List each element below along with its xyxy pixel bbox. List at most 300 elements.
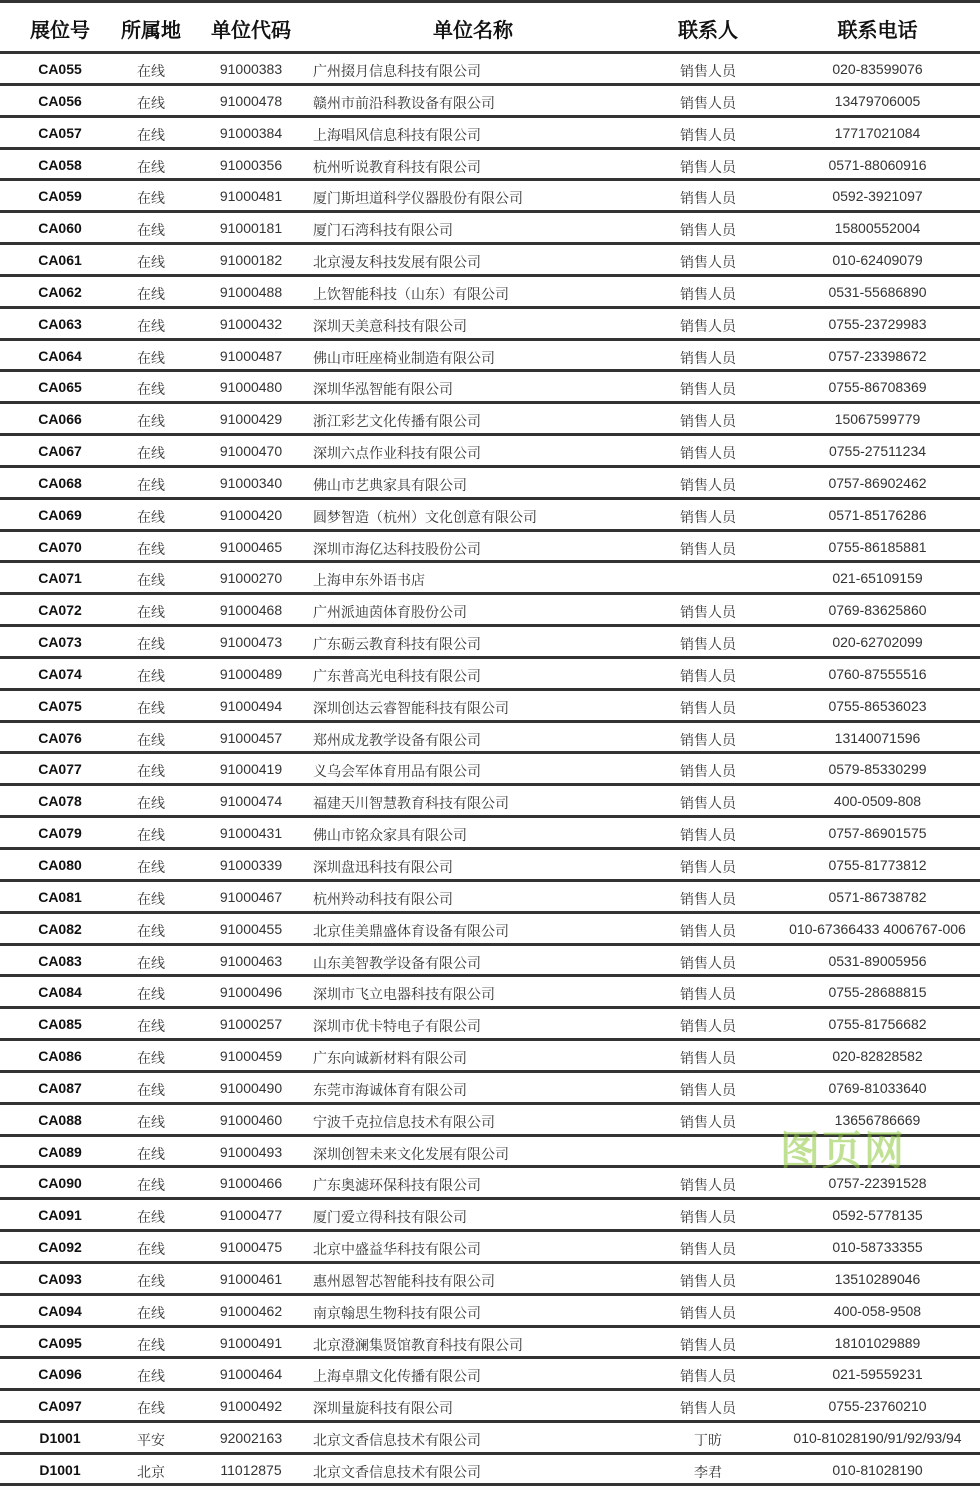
location-cell: 在线 (137, 94, 165, 111)
table-row (0, 1199, 980, 1231)
phone-cell: 0531-89005956 (828, 952, 927, 969)
table-row (0, 212, 980, 244)
table-row (0, 849, 980, 881)
company-cell: 北京佳美鼎盛体育设备有限公司 (313, 922, 509, 939)
code-cell: 91000465 (219, 538, 283, 555)
contact-cell: 销售人员 (680, 1336, 736, 1353)
location-cell: 在线 (137, 1241, 165, 1258)
location-cell: 在线 (137, 636, 165, 653)
table-row (0, 1231, 980, 1263)
contact-cell: 销售人员 (680, 1018, 736, 1035)
location-cell: 在线 (137, 731, 165, 748)
company-cell: 上海唱风信息科技有限公司 (313, 126, 481, 143)
code-cell: 91000462 (219, 1302, 283, 1319)
code-cell: 91000492 (219, 1398, 283, 1415)
booth-cell: CA064 (38, 347, 82, 364)
company-cell: 深圳创达云睿智能科技有限公司 (313, 699, 509, 716)
code-cell: 91000474 (219, 793, 283, 810)
location-cell: 在线 (137, 1336, 165, 1353)
company-cell: 赣州市前沿科教设备有限公司 (313, 94, 495, 111)
company-cell: 上海申东外语书店 (313, 572, 425, 589)
contact-cell: 销售人员 (680, 859, 736, 875)
contact-cell: 丁昉 (694, 1432, 722, 1449)
location-cell: 在线 (137, 508, 165, 525)
code-cell: 91000466 (219, 1175, 283, 1192)
company-cell: 广东向诚新材料有限公司 (313, 1050, 467, 1067)
booth-cell: CA087 (38, 1079, 82, 1096)
phone-cell: 0757-86902462 (828, 474, 927, 491)
company-cell: 北京漫友科技发展有限公司 (313, 254, 481, 271)
company-cell: 北京文香信息技术有限公司 (313, 1463, 481, 1480)
contact-cell: 销售人员 (680, 1050, 736, 1067)
location-cell: 在线 (137, 126, 165, 143)
company-cell: 厦门石湾科技有限公司 (313, 222, 453, 239)
contact-cell: 销售人员 (680, 1113, 736, 1130)
code-cell: 91000477 (219, 1207, 283, 1224)
booth-cell: CA055 (38, 61, 82, 77)
code-cell: 91000340 (219, 474, 283, 491)
company-cell: 深圳市海亿达科技股份公司 (313, 540, 481, 557)
company-cell: 广东普高光电科技有限公司 (313, 667, 481, 684)
booth-cell: CA086 (38, 1048, 82, 1065)
phone-cell: 0755-86708369 (828, 379, 927, 396)
table-row (0, 881, 980, 913)
table-row (0, 1295, 980, 1327)
phone-cell: 021-65109159 (832, 570, 923, 587)
booth-cell: CA071 (38, 570, 82, 587)
location-cell: 在线 (137, 763, 165, 780)
table-row (0, 1454, 980, 1486)
table-header (0, 0, 980, 52)
phone-cell: 0757-22391528 (828, 1175, 927, 1192)
phone-cell: 13140071596 (834, 729, 921, 746)
location-cell: 在线 (137, 890, 165, 907)
booth-cell: CA079 (38, 825, 82, 842)
code-cell: 92002163 (219, 1430, 283, 1447)
location-cell: 在线 (137, 1272, 165, 1289)
company-cell: 山东美智教学设备有限公司 (313, 954, 481, 971)
contact-cell: 销售人员 (680, 636, 736, 653)
phone-cell: 0755-81773812 (828, 857, 927, 873)
contact-cell: 销售人员 (680, 922, 736, 939)
table-row (0, 1072, 980, 1104)
contact-cell: 销售人员 (680, 954, 736, 971)
booth-cell: CA065 (38, 379, 82, 396)
phone-cell: 0571-85176286 (828, 506, 927, 523)
table-row (0, 467, 980, 499)
contact-cell: 销售人员 (680, 94, 736, 111)
contact-cell: 销售人员 (680, 1272, 736, 1289)
table-row (0, 180, 980, 212)
company-cell: 深圳六点作业科技有限公司 (313, 445, 481, 462)
code-cell: 91000181 (219, 220, 283, 237)
booth-cell: CA061 (38, 252, 82, 269)
location-cell: 在线 (137, 476, 165, 493)
company-cell: 厦门斯坦道科学仪器股份有限公司 (313, 190, 523, 207)
contact-cell: 李君 (694, 1463, 722, 1480)
phone-cell: 020-83599076 (832, 61, 923, 77)
booth-cell: CA060 (38, 220, 82, 237)
company-cell: 福建天川智慧教育科技有限公司 (313, 795, 509, 812)
booth-cell: CA077 (38, 761, 82, 778)
table-row (0, 945, 980, 977)
company-cell: 浙江彩艺文化传播有限公司 (313, 413, 481, 430)
contact-cell: 销售人员 (680, 1209, 736, 1226)
phone-cell: 0571-88060916 (828, 156, 927, 173)
table-row (0, 308, 980, 340)
table-row (0, 435, 980, 467)
phone-cell: 010-67366433 4006767-006 (789, 920, 966, 937)
phone-cell: 010-58733355 (832, 1239, 923, 1256)
location-cell: 在线 (137, 1368, 165, 1385)
contact-cell: 销售人员 (680, 1304, 736, 1321)
code-cell: 91000463 (219, 952, 283, 969)
booth-cell: CA080 (38, 857, 82, 873)
table-row (0, 1390, 980, 1422)
location-cell: 在线 (137, 285, 165, 302)
company-cell: 厦门爱立得科技有限公司 (313, 1209, 467, 1226)
header-contact: 联系人 (678, 20, 738, 42)
location-cell: 在线 (137, 954, 165, 971)
location-cell: 在线 (137, 190, 165, 207)
phone-cell: 021-59559231 (832, 1366, 923, 1383)
location-cell: 北京 (137, 1463, 165, 1480)
company-cell: 广州派迪茵体育股份公司 (313, 604, 467, 621)
location-cell: 在线 (137, 1113, 165, 1130)
contact-cell: 销售人员 (680, 413, 736, 430)
booth-cell: CA069 (38, 506, 82, 523)
contact-cell: 销售人员 (680, 445, 736, 462)
phone-cell: 0571-86738782 (828, 888, 927, 905)
table-row (0, 1040, 980, 1072)
booth-cell: CA068 (38, 474, 82, 491)
booth-cell: CA058 (38, 156, 82, 173)
company-cell: 北京文香信息技术有限公司 (313, 1432, 481, 1449)
table-row (0, 276, 980, 308)
contact-cell: 销售人员 (680, 763, 736, 780)
booth-cell: CA070 (38, 538, 82, 555)
contact-cell: 销售人员 (680, 317, 736, 334)
location-cell: 在线 (137, 445, 165, 462)
table-row (0, 1358, 980, 1390)
location-cell: 在线 (137, 1018, 165, 1035)
code-cell: 91000419 (219, 761, 283, 778)
code-cell: 91000432 (219, 315, 283, 332)
booth-cell: CA097 (38, 1398, 82, 1415)
location-cell: 在线 (137, 317, 165, 334)
phone-cell: 0769-81033640 (828, 1079, 927, 1096)
code-cell: 91000383 (219, 61, 283, 77)
code-cell: 91000491 (219, 1334, 283, 1351)
contact-cell: 销售人员 (680, 158, 736, 175)
location-cell: 在线 (137, 1304, 165, 1321)
location-cell: 在线 (137, 1209, 165, 1226)
phone-cell: 0592-3921097 (832, 188, 923, 205)
header-phone: 联系电话 (837, 20, 918, 42)
code-cell: 91000257 (219, 1016, 283, 1033)
location-cell: 在线 (137, 1081, 165, 1098)
contact-cell: 销售人员 (680, 604, 736, 621)
table-row (0, 562, 980, 594)
table-row (0, 1422, 980, 1454)
header-code: 单位代码 (211, 20, 291, 42)
location-cell: 在线 (137, 158, 165, 175)
company-cell: 上饮智能科技（山东）有限公司 (313, 285, 509, 302)
company-cell: 佛山市铭众家具有限公司 (313, 827, 467, 844)
table-row (0, 1327, 980, 1359)
booth-cell: CA095 (38, 1334, 82, 1351)
company-cell: 深圳市优卡特电子有限公司 (313, 1018, 481, 1035)
phone-cell: 0769-83625860 (828, 602, 927, 619)
phone-cell: 0755-28688815 (828, 984, 927, 1001)
code-cell: 91000457 (219, 729, 283, 746)
booth-cell: CA090 (38, 1175, 82, 1192)
company-cell: 深圳市飞立电器科技有限公司 (313, 986, 495, 1003)
company-cell: 杭州听说教育科技有限公司 (313, 158, 481, 175)
company-cell: 东莞市海诚体育有限公司 (313, 1081, 467, 1098)
code-cell: 91000475 (219, 1239, 283, 1256)
contact-cell: 销售人员 (680, 349, 736, 366)
table-row (0, 1008, 980, 1040)
phone-cell: 13510289046 (834, 1270, 921, 1287)
company-cell: 广东奥滤环保科技有限公司 (313, 1177, 481, 1194)
location-cell: 在线 (137, 827, 165, 844)
location-cell: 在线 (137, 572, 165, 589)
contact-cell: 销售人员 (680, 126, 736, 143)
company-cell: 北京澄澜集贤馆教育科技有限公司 (313, 1336, 523, 1353)
phone-cell: 020-82828582 (832, 1048, 923, 1065)
company-cell: 广东砺云教育科技有限公司 (313, 636, 481, 653)
code-cell: 91000467 (219, 888, 283, 905)
table-row (0, 85, 980, 117)
code-cell: 91000468 (219, 602, 283, 619)
phone-cell: 0757-86901575 (828, 825, 927, 842)
table-bottom-border (0, 1483, 980, 1486)
booth-cell: CA063 (38, 315, 82, 332)
company-cell: 惠州恩智芯智能科技有限公司 (313, 1272, 495, 1289)
location-cell: 在线 (137, 859, 165, 875)
table-row (0, 1263, 980, 1295)
contact-cell: 销售人员 (680, 795, 736, 812)
booth-cell: CA056 (38, 92, 82, 109)
company-cell: 深圳创智未来文化发展有限公司 (313, 1145, 509, 1162)
company-cell: 佛山市旺座椅业制造有限公司 (313, 349, 495, 366)
phone-cell: 0755-81756682 (828, 1016, 927, 1033)
contact-cell: 销售人员 (680, 508, 736, 525)
phone-cell: 15800552004 (834, 220, 921, 237)
code-cell: 91000270 (219, 570, 283, 587)
booth-cell: CA092 (38, 1239, 82, 1256)
table-row (0, 403, 980, 435)
table-row (0, 499, 980, 531)
code-cell: 91000494 (219, 697, 283, 714)
code-cell: 91000489 (219, 665, 283, 682)
location-cell: 在线 (137, 795, 165, 812)
code-cell: 91000420 (219, 506, 283, 523)
phone-cell: 0755-27511234 (828, 443, 927, 460)
company-cell: 上海卓鼎文化传播有限公司 (313, 1368, 481, 1385)
table-row (0, 149, 980, 181)
table-row (0, 690, 980, 722)
phone-cell: 18101029889 (834, 1334, 921, 1351)
booth-cell: D1001 (39, 1461, 81, 1478)
table-row (0, 594, 980, 626)
booth-cell: CA081 (38, 888, 82, 905)
code-cell: 11012875 (220, 1461, 282, 1478)
phone-cell: 0531-55686890 (828, 283, 927, 300)
contact-cell: 销售人员 (680, 285, 736, 302)
table-row (0, 53, 980, 85)
contact-cell: 销售人员 (680, 731, 736, 748)
phone-cell: 400-058-9508 (833, 1302, 922, 1319)
location-cell: 在线 (137, 413, 165, 430)
booth-cell: CA076 (38, 729, 82, 746)
booth-cell: CA059 (38, 188, 82, 205)
phone-cell: 17717021084 (834, 124, 921, 141)
table-row (0, 244, 980, 276)
table-row (0, 626, 980, 658)
booth-cell: CA072 (38, 602, 82, 619)
booth-cell: CA073 (38, 634, 82, 651)
location-cell: 在线 (137, 699, 165, 716)
code-cell: 91000339 (219, 857, 283, 873)
phone-cell: 400-0509-808 (833, 793, 922, 810)
location-cell: 在线 (137, 254, 165, 271)
contact-cell: 销售人员 (680, 1081, 736, 1098)
booth-cell: D1001 (39, 1430, 81, 1447)
code-cell: 91000481 (219, 188, 283, 205)
booth-cell: CA062 (38, 283, 82, 300)
contact-cell: 销售人员 (680, 667, 736, 684)
contact-cell: 销售人员 (680, 1400, 736, 1417)
company-cell: 北京中盛益华科技有限公司 (313, 1241, 481, 1258)
company-cell: 郑州成龙教学设备有限公司 (313, 731, 481, 748)
phone-cell: 0592-5778135 (832, 1207, 923, 1224)
phone-cell: 13479706005 (834, 92, 921, 109)
code-cell: 91000460 (219, 1111, 283, 1128)
contact-cell: 销售人员 (680, 540, 736, 557)
phone-cell: 0755-23729983 (828, 315, 927, 332)
company-cell: 深圳盘迅科技有限公司 (313, 859, 453, 875)
table-row (0, 531, 980, 563)
contact-cell: 销售人员 (680, 476, 736, 493)
table-row (0, 658, 980, 690)
contact-cell: 销售人员 (680, 63, 736, 79)
booth-cell: CA084 (38, 984, 82, 1001)
location-cell: 在线 (137, 63, 165, 79)
company-cell: 杭州羚动科技有限公司 (313, 890, 453, 907)
phone-cell: 0755-86536023 (828, 697, 927, 714)
booth-cell: CA093 (38, 1270, 82, 1287)
table-row (0, 976, 980, 1008)
phone-cell: 15067599779 (834, 411, 921, 428)
phone-cell: 020-62702099 (832, 634, 923, 651)
table-row (0, 817, 980, 849)
booth-cell: CA091 (38, 1207, 82, 1224)
header-company: 单位名称 (433, 20, 513, 42)
phone-cell: 010-81028190 (832, 1461, 923, 1478)
booth-cell: CA074 (38, 665, 82, 682)
booth-cell: CA085 (38, 1016, 82, 1033)
location-cell: 在线 (137, 986, 165, 1003)
code-cell: 91000182 (219, 252, 283, 269)
location-cell: 在线 (137, 381, 165, 398)
contact-cell: 销售人员 (680, 1368, 736, 1385)
booth-cell: CA078 (38, 793, 82, 810)
code-cell: 91000384 (219, 124, 283, 141)
company-cell: 深圳天美意科技有限公司 (313, 317, 467, 334)
header-location: 所属地 (121, 20, 181, 42)
booth-cell: CA057 (38, 124, 82, 141)
location-cell: 在线 (137, 222, 165, 239)
contact-cell: 销售人员 (680, 1177, 736, 1194)
location-cell: 在线 (137, 1050, 165, 1067)
contact-cell: 销售人员 (680, 254, 736, 271)
location-cell: 在线 (137, 1177, 165, 1194)
location-cell: 在线 (137, 922, 165, 939)
booth-cell: CA075 (38, 697, 82, 714)
company-cell: 深圳量旋科技有限公司 (313, 1400, 453, 1417)
location-cell: 在线 (137, 604, 165, 621)
header-booth: 展位号 (30, 20, 90, 42)
booth-cell: CA088 (38, 1111, 82, 1128)
company-cell: 义乌会军体育用品有限公司 (313, 763, 481, 780)
contact-cell: 销售人员 (680, 699, 736, 716)
code-cell: 91000487 (219, 347, 283, 364)
location-cell: 在线 (137, 667, 165, 684)
phone-cell: 010-81028190/91/92/93/94 (793, 1430, 962, 1447)
booth-cell: CA089 (38, 1143, 82, 1160)
table-row (0, 913, 980, 945)
booth-cell: CA067 (38, 443, 82, 460)
table-row (0, 117, 980, 149)
code-cell: 91000356 (219, 156, 283, 173)
code-cell: 91000431 (219, 825, 283, 842)
code-cell: 91000459 (219, 1048, 283, 1065)
booth-cell: CA096 (38, 1366, 82, 1383)
code-cell: 91000490 (219, 1079, 283, 1096)
phone-cell: 0760-87555516 (828, 665, 927, 682)
company-cell: 宁波千克拉信息技术有限公司 (313, 1113, 495, 1130)
booth-cell: CA066 (38, 411, 82, 428)
company-cell: 佛山市艺典家具有限公司 (313, 476, 467, 493)
phone-cell: 0579-85330299 (828, 761, 927, 778)
booth-cell: CA094 (38, 1302, 82, 1319)
table-row (0, 340, 980, 372)
location-cell: 在线 (137, 1145, 165, 1162)
code-cell: 91000480 (219, 379, 283, 396)
phone-cell: 0757-23398672 (828, 347, 927, 364)
code-cell: 91000461 (219, 1270, 283, 1287)
code-cell: 91000478 (219, 92, 283, 109)
contact-cell: 销售人员 (680, 381, 736, 398)
contact-cell: 销售人员 (680, 827, 736, 844)
code-cell: 91000464 (219, 1366, 283, 1383)
code-cell: 91000496 (219, 984, 283, 1001)
code-cell: 91000429 (219, 411, 283, 428)
table-row (0, 785, 980, 817)
table-row (0, 753, 980, 785)
company-cell: 广州掇月信息科技有限公司 (313, 63, 481, 79)
location-cell: 平安 (137, 1432, 165, 1449)
contact-cell: 销售人员 (680, 222, 736, 239)
booth-cell: CA083 (38, 952, 82, 969)
table-row (0, 371, 980, 403)
location-cell: 在线 (137, 1400, 165, 1417)
phone-cell: 010-62409079 (832, 252, 923, 269)
contact-cell: 销售人员 (680, 890, 736, 907)
booth-cell: CA082 (38, 920, 82, 937)
